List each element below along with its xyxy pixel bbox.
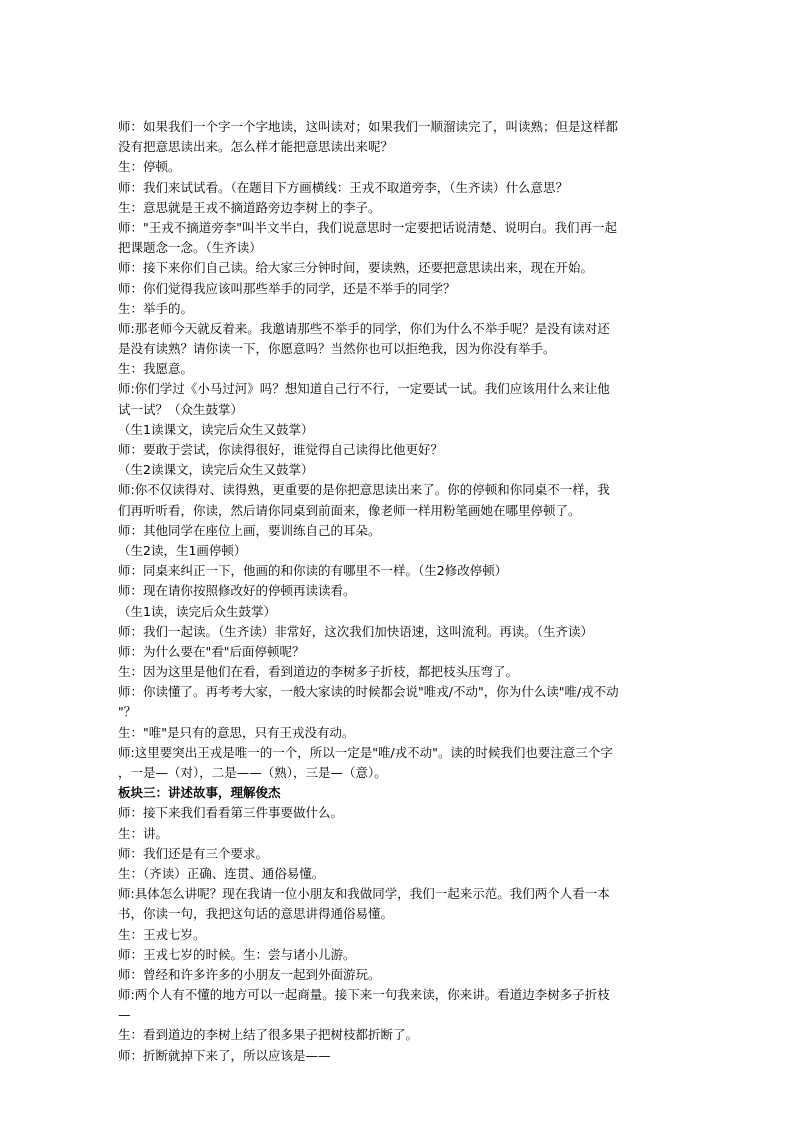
text-line: 师:那老师今天就反着来。我邀请那些不举手的同学，你们为什么不举手呢？是没有读对还 [118, 320, 610, 336]
text-line: 师：要敢于尝试，你读得很好，谁觉得自己读得比他更好？ [118, 442, 444, 457]
text-line: 师："王戎不摘道旁李"叫半文半白，我们说意思时一定要把话说清楚、说明白。我们再一起 [118, 219, 618, 235]
text-line: ，一是—（对），二是——（熟），三是—（意）。 [118, 765, 387, 780]
text-line: 没有把意思读出来。怎么样才能把意思读出来呢？ [118, 139, 394, 155]
text-line: 生："唯"是只有的意思，只有王戎没有动。 [118, 724, 355, 740]
text-line: 是没有读熟？请你读一下，你愿意吗？当然你也可以拒绝我，因为你没有举手。 [118, 341, 556, 357]
text-line: 生：停顿。 [118, 159, 181, 175]
document-body [118, 117, 680, 1066]
text-line: 生：讲。 [118, 825, 169, 841]
text-line: 师：如果我们一个字一个字地读，这叫读对；如果我们一顺溜读完了，叫读熟；但是这样都 [118, 119, 619, 134]
text-line: 把课题念一念。（生齐读） [118, 240, 262, 256]
text-line: 师：为什么要在"看"后面停顿呢？ [118, 643, 305, 659]
text-line: 师：曾经和许多许多的小朋友一起到外面游玩。 [118, 966, 381, 982]
text-line: 师：接下来我们看看第三件事要做什么。 [118, 805, 344, 821]
text-line: （生2读课文，读完后众生又鼓掌） [118, 462, 314, 478]
text-line: 师:你不仅读得对、读得熟，更重要的是你把意思读出来了。你的停顿和你同桌不一样，我 [118, 482, 610, 498]
text-line: 试一试？（众生鼓掌） [118, 401, 244, 417]
text-line: 生：举手的。 [118, 300, 194, 316]
text-line: 们再听听看，你读，然后请你同桌到前面来，像老师一样用粉笔画她在哪里停顿了。 [118, 502, 581, 518]
text-line: "？ [118, 704, 137, 720]
text-line: 生：（齐读）正确、连贯、通俗易懂。 [118, 865, 325, 881]
text-line: 师：其他同学在座位上画，要训练自己的耳朵。 [118, 522, 381, 538]
text-line: 师：你们觉得我应该叫那些举手的同学，还是不举手的同学？ [118, 280, 456, 296]
text-line: 师：我们来试试看。（在题目下方画横线：王戎不取道旁李，（生齐读）什么意思？ [118, 179, 569, 195]
text-line: 师：同桌来纠正一下，他画的和你读的有哪里不一样。（生2修改停顿） [118, 563, 508, 579]
text-line: 师:这里要突出王戎是唯一的一个，所以一定是"唯/戎不动"。读的时候我们也要注意三个字 [118, 744, 613, 760]
text-line: 师：接下来你们自己读。给大家三分钟时间，要读熟，还要把意思读出来，现在开始。 [118, 260, 594, 276]
text-line: 师：折断就掉下来了，所以应该是—— [118, 1047, 331, 1063]
text-line: 师:两个人有不懂的地方可以一起商量。接下来一句我来读，你来讲。看道边李树多子折枝 [118, 987, 610, 1003]
text-line: 师：王戎七岁的时候。生：尝与诸小儿游。 [118, 946, 356, 962]
text-line: 师：你读懂了。再考考大家，一般大家读的时候都会说"唯戎/不动"，你为什么读"唯/戎不动 [118, 684, 619, 700]
text-line: 师:你们学过《小马过河》吗？想知道自己行不行，一定要试一试。我们应该用什么来让他 [118, 381, 610, 397]
text-line: 师：我们一起读。（生齐读）非常好，这次我们加快语速，这叫流利。再读。（生齐读） [118, 623, 594, 639]
text-line: 书，你读一句，我把这句话的意思讲得通俗易懂。 [118, 906, 394, 922]
text-line: 师：我们还是有三个要求。 [118, 845, 269, 861]
text-line: 生：意思就是王戎不摘道路旁边李树上的李子。 [118, 199, 381, 215]
text-line: 生：看到道边的李树上结了很多果子把树枝都折断了。 [118, 1027, 419, 1043]
text-line: （生1读课文，读完后众生又鼓掌） [118, 421, 314, 437]
text-line: 生：因为这里是他们在看，看到道边的李树多子折枝，都把枝头压弯了。 [118, 664, 519, 680]
text-line: （生2读，生1画停顿） [118, 542, 247, 558]
text-line: （生1读，读完后众生鼓掌） [118, 603, 276, 619]
text-line: 师：现在请你按照修改好的停顿再读读看。 [118, 583, 356, 599]
text-line: — [118, 1007, 131, 1023]
text-line: 生：王戎七岁。 [118, 926, 206, 942]
section-heading: 板块三：讲述故事，理解俊杰 [118, 785, 281, 801]
text-line: 师:具体怎么讲呢？现在我请一位小朋友和我做同学，我们一起来示范。我们两个人看一本 [118, 886, 610, 902]
text-line: 生：我愿意。 [118, 361, 194, 377]
